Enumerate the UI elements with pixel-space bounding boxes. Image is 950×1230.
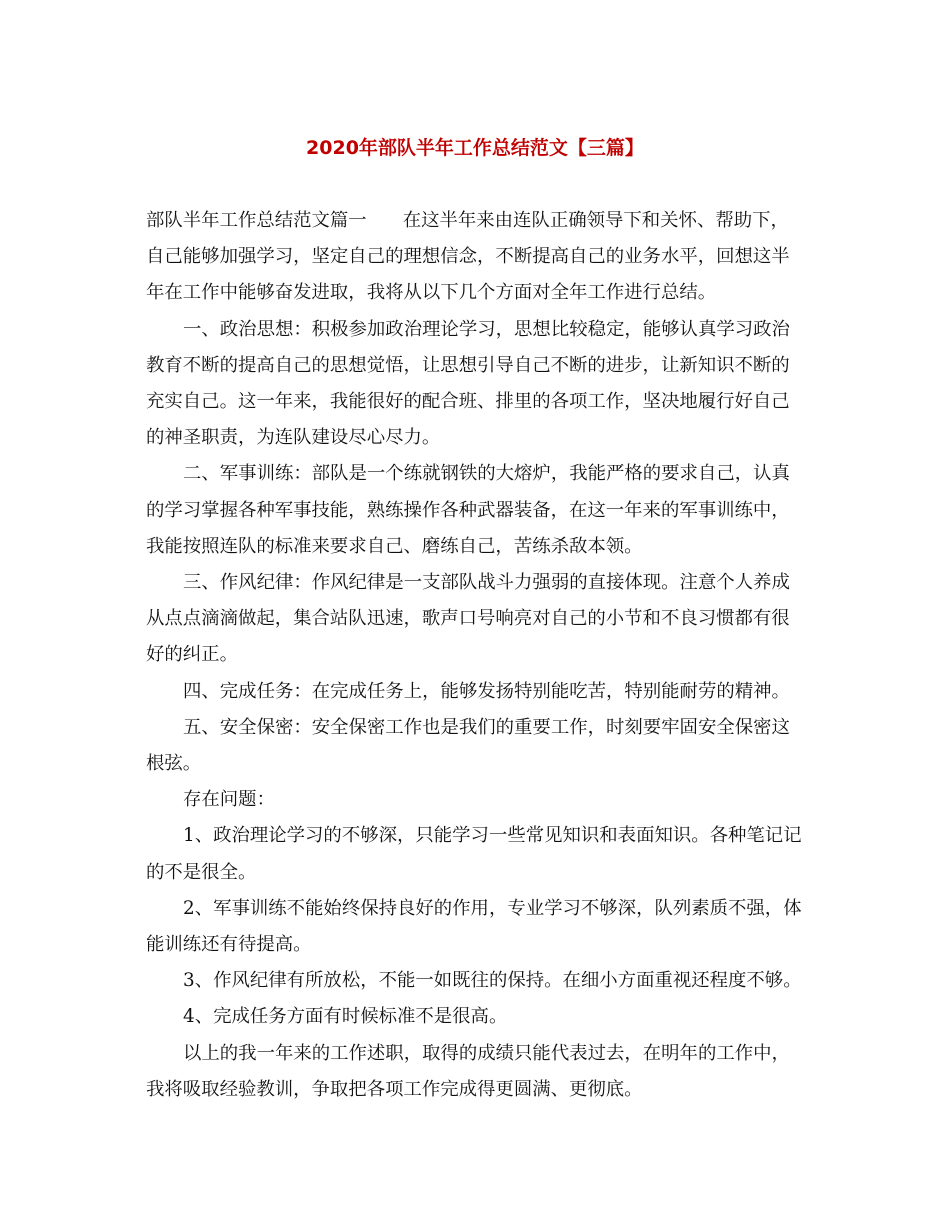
paragraph-politics-line: 一、政治思想：积极参加政治理论学习，思想比较稳定，能够认真学习政治	[183, 318, 790, 340]
issue-1-line: 1、政治理论学习的不够深，只能学习一些常见知识和表面知识。各种笔记记	[183, 825, 802, 847]
paragraph-security-line: 根弦。	[146, 753, 202, 775]
paragraph-discipline-line: 从点点滴滴做起，集合站队迅速，歌声口号响亮对自己的小节和不良习惯都有很	[146, 608, 790, 630]
paragraph-politics-line: 教育不断的提高自己的思想觉悟，让思想引导自己不断的进步，让新知识不断的	[146, 354, 790, 376]
intro-line: 年在工作中能够奋发进取，我将从以下几个方面对全年工作进行总结。	[146, 282, 717, 304]
issues-heading: 存在问题：	[183, 789, 275, 811]
paragraph-security-line: 五、安全保密：安全保密工作也是我们的重要工作，时刻要牢固安全保密这	[183, 716, 790, 738]
section-heading: 部队半年工作总结范文篇一	[146, 210, 367, 231]
issue-1-line: 的不是很全。	[146, 861, 257, 883]
paragraph-training-line: 二、军事训练：部队是一个练就钢铁的大熔炉，我能严格的要求自己，认真	[183, 463, 790, 485]
paragraph-training-line: 的学习掌握各种军事技能，熟练操作各种武器装备，在这一年来的军事训练中，	[146, 499, 790, 521]
paragraph-politics-line: 的神圣职责，为连队建设尽心尽力。	[146, 427, 441, 449]
document-body	[146, 203, 806, 1108]
intro-line	[146, 203, 806, 239]
conclusion-line: 我将吸取经验教训，争取把各项工作完成得更圆满、更彻底。	[146, 1078, 643, 1100]
issue-3-line: 3、作风纪律有所放松，不能一如既往的保持。在细小方面重视还程度不够。	[183, 970, 802, 992]
issue-4-line: 4、完成任务方面有时候标准不是很高。	[183, 1006, 508, 1028]
issue-2-line: 2、军事训练不能始终保持良好的作用，专业学习不够深，队列素质不强，体	[183, 897, 802, 919]
paragraph-discipline-line: 好的纠正。	[146, 644, 238, 666]
issue-2-line: 能训练还有待提高。	[146, 934, 312, 956]
document-title: 2020年部队半年工作总结范文【三篇】	[306, 137, 644, 159]
intro-line: 自己能够加强学习，坚定自己的理想信念，不断提高自己的业务水平，回想这半	[146, 246, 790, 268]
conclusion-line: 以上的我一年来的工作述职，取得的成绩只能代表过去，在明年的工作中，	[183, 1042, 790, 1064]
paragraph-discipline-line: 三、作风纪律：作风纪律是一支部队战斗力强弱的直接体现。注意个人养成	[183, 572, 790, 594]
paragraph-training-line: 我能按照连队的标准来要求自己、磨练自己，苦练杀敌本领。	[146, 535, 643, 557]
paragraph-tasks-line: 四、完成任务：在完成任务上，能够发扬特别能吃苦，特别能耐劳的精神。	[183, 680, 790, 702]
intro-text: 在这半年来由连队正确领导下和关怀、帮助下，	[402, 210, 789, 231]
paragraph-politics-line: 充实自己。这一年来，我能很好的配合班、排里的各项工作，坚决地履行好自己	[146, 391, 790, 413]
